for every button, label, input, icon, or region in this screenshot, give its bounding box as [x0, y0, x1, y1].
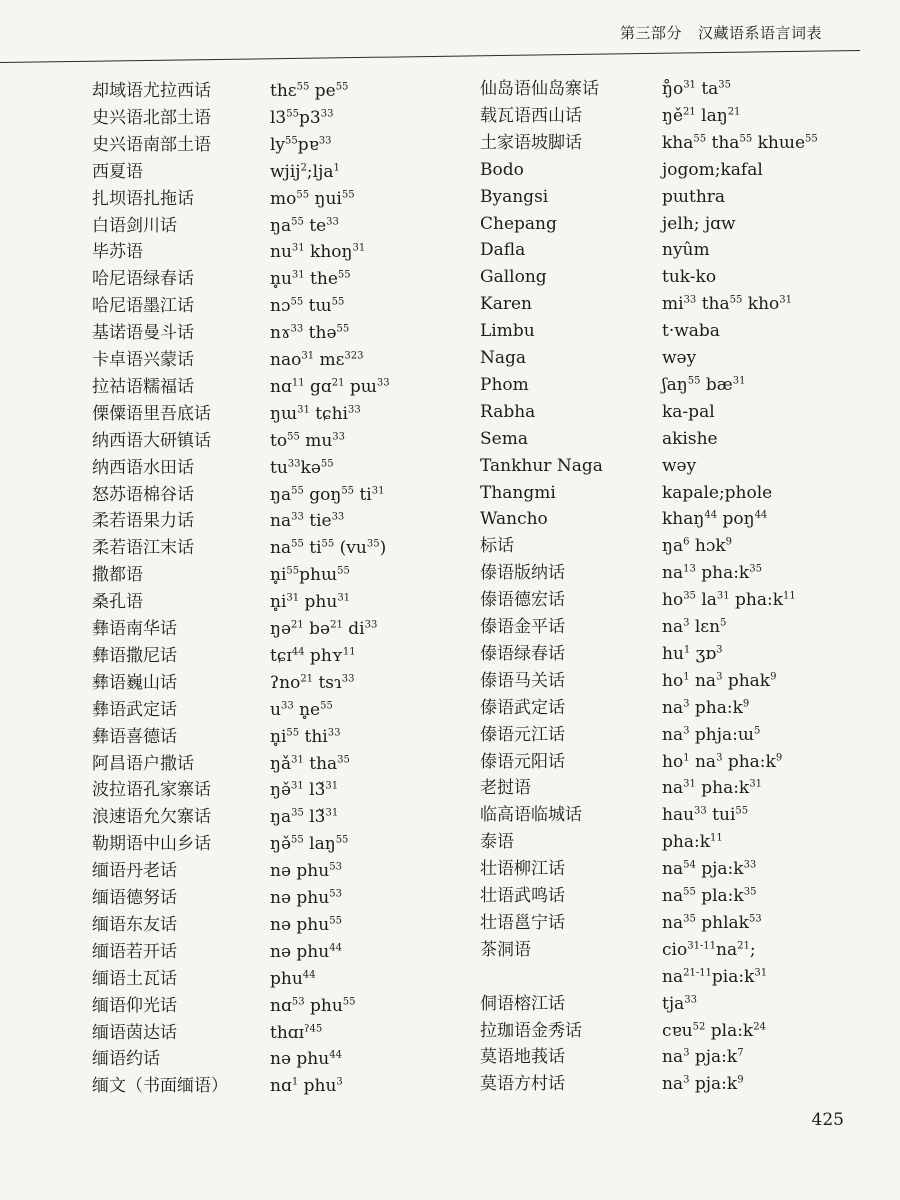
word-form: nɑ$^{53}$ phu$^{55}$ [270, 995, 356, 1016]
language-name: 缅语东友话 [92, 914, 177, 935]
language-name: 基诺语曼斗话 [92, 323, 194, 344]
language-name: 彝语撒尼话 [92, 645, 177, 666]
language-name: 傣语绿春话 [480, 643, 565, 664]
language-name: 史兴语南部土语 [92, 134, 211, 155]
word-form: $na^{35}$ phlak$^{53}$ [662, 912, 762, 933]
word-form: hau$^{33}$ tui$^{55}$ [662, 805, 749, 826]
language-name: 仙岛语仙岛寨话 [480, 79, 599, 99]
word-form: nə phu$^{44}$ [270, 1049, 342, 1070]
word-form: ŋɯ$^{31}$ tɕhi$^{33}$ [270, 403, 361, 424]
word-form: nə phu$^{53}$ [270, 861, 342, 882]
word-form: $na^{54}$ $pja:k^{33}$ [662, 859, 757, 880]
word-form: nɔ$^{55}$ tɯ$^{55}$ [270, 296, 345, 317]
word-form: $na^3$ phja:ɯ$^5$ [662, 724, 761, 745]
language-name: 彝语南华话 [92, 619, 177, 639]
language-name: 哈尼语墨江话 [92, 296, 194, 317]
word-form: cɐu$^{52}$ $pla:k^{24}$ [662, 1020, 766, 1041]
language-name: 柔若语果力话 [92, 511, 194, 532]
language-name: 傣语马关话 [480, 670, 565, 691]
language-name: 老挝语 [480, 778, 531, 799]
word-form: $n̥i^{55}$ thi$^{33}$ [270, 726, 341, 747]
language-name: 浪速语允欠寨话 [92, 807, 211, 828]
language-name: 缅语土瓦话 [92, 968, 177, 989]
language-name: 傈僳语里吾底话 [92, 403, 211, 424]
word-form: $ŋě^{21}$ laŋ$^{21}$ [662, 105, 741, 126]
running-header [620, 22, 822, 43]
header-part: 第三部分 [619, 24, 682, 42]
language-name: 傣语金平话 [480, 617, 565, 637]
word-form: t·waba [662, 321, 720, 342]
language-name: 卡卓语兴蒙话 [92, 350, 194, 370]
language-name: 勒期语中山乡话 [92, 834, 211, 855]
language-name: 彝语武定话 [92, 699, 177, 720]
word-form: thɛ$^{55}$ $pe^{55}$ [270, 81, 349, 101]
language-name: 缅语若开话 [92, 941, 177, 962]
language-name: 壮语武鸣话 [480, 886, 565, 906]
word-form: $ŋǎ^{31}$ tha$^{35}$ [270, 753, 350, 774]
word-form: $mi^{33}$ tha$^{55}$ kho$^{31}$ [662, 294, 792, 315]
language-name: 西夏语 [92, 161, 143, 182]
word-form: tuk-ko [662, 267, 717, 288]
language-name: 莫语方村话 [480, 1074, 565, 1095]
word-form: $na^{31}$ $pha:k^{31}$ [662, 778, 762, 799]
language-name: Dafla [480, 240, 526, 261]
language-name: 拉祜语糯福话 [92, 376, 194, 397]
language-name: Limbu [480, 321, 535, 342]
language-name: 拉珈语金秀话 [480, 1020, 582, 1041]
word-form: $mo^{55}$ ŋui$^{55}$ [270, 188, 355, 209]
language-name: 扎坝语扎拖话 [92, 188, 194, 209]
word-form: ʃaŋ$^{55}$ $bæ^{31}$ [662, 374, 746, 395]
language-name: 纳西语大研镇话 [92, 430, 211, 451]
language-name: 缅语茵达话 [92, 1022, 177, 1043]
word-form: phu$^{44}$ [270, 968, 316, 989]
language-name: 哈尼语绿春话 [92, 269, 194, 290]
language-name: 傣语武定话 [480, 697, 565, 718]
word-form: nə phu$^{53}$ [270, 888, 342, 908]
language-name: 撒都语 [92, 565, 143, 586]
language-name: 缅文（书面缅语） [92, 1076, 228, 1097]
language-name: 傣语元江话 [480, 724, 565, 745]
word-form: $n̥i^{55}phɯ^{55}$ [270, 565, 350, 586]
word-form: $hu^1$ ʒɒ$^3$ [662, 643, 723, 664]
word-form: tja$^{33}$ [662, 993, 697, 1014]
language-name: Karen [480, 294, 532, 315]
word-form: nɑ$^{11}$ gɑ$^{21}$ pɯ$^{33}$ [270, 376, 390, 397]
word-form: $to^{55}$ $mu^{33}$ [270, 430, 346, 451]
word-form: $na^{13}$ $pha:k^{35}$ [662, 563, 762, 584]
language-name: 彝语巍山话 [92, 672, 177, 693]
word-form: akishe [662, 428, 718, 449]
word-form: $n̥u^{31}$ the$^{55}$ [270, 269, 351, 290]
language-name: 傣语元阳话 [480, 751, 565, 772]
language-name: Tankhur Naga [480, 455, 603, 476]
language-name: 史兴语北部土语 [92, 107, 211, 128]
word-form: jelh; jɑw [662, 213, 736, 234]
language-name: 莫语地莪话 [480, 1047, 565, 1068]
word-form: $ho^{35}$ $la^{31}$ $pha:k^{11}$ [662, 590, 796, 611]
word-form: khaŋ$^{44}$ poŋ$^{44}$ [662, 509, 768, 530]
language-name: 白语剑川话 [92, 215, 177, 236]
word-form: jogom;kafal [662, 159, 763, 180]
language-name: 怒苏语棉谷话 [92, 484, 194, 505]
language-name: 标话 [480, 536, 514, 557]
language-name: 阿昌语户撒话 [92, 753, 194, 774]
language-name: Phom [480, 374, 529, 395]
language-name: 柔若语江末话 [92, 538, 194, 559]
language-name: 缅语仰光话 [92, 995, 177, 1016]
word-form: wəy [662, 455, 697, 476]
word-form: $ho^1$ $na^3$ $pha:k^9$ [662, 751, 783, 772]
language-name: 毕苏语 [92, 242, 143, 263]
word-form: nɤ$^{33}$ thə$^{55}$ [270, 323, 350, 344]
word-form: $n̥i^{31}$ phu$^{31}$ [270, 592, 351, 613]
language-name: 傣语德宏话 [480, 590, 565, 611]
language-name: 泰语 [480, 832, 514, 853]
word-form: wjij$^2$;lja$^1$ [270, 161, 340, 182]
language-name: 却域语尤拉西话 [92, 81, 211, 101]
header-rule [0, 50, 860, 63]
page-number: 425 [811, 1110, 844, 1130]
language-name: Bodo [480, 159, 524, 180]
word-form: $na^3$ lɛn$^5$ [662, 617, 727, 637]
language-name: 临高语临城话 [480, 805, 582, 826]
word-form: nə phu$^{44}$ [270, 941, 342, 962]
word-form: $na^{55}$ $ti^{55}$ $(vu^{35})$ [270, 538, 387, 559]
word-form: nyûm [662, 240, 710, 261]
word-form: $na^{33}$ tie$^{33}$ [270, 511, 345, 532]
word-form: ŋə̌$^{31}$ l3̌$^{31}$ [270, 780, 339, 801]
word-form: $na^{21-11}pia:k^{31}$ [662, 966, 768, 987]
language-name: Rabha [480, 401, 536, 422]
header-title: 汉藏语系语言词表 [697, 24, 822, 42]
word-form: $l3^{55}p3^{33}$ [270, 107, 334, 128]
word-form: kha$^{55}$ tha$^{55}$ khɯe$^{55}$ [662, 132, 818, 153]
language-name: 土家语坡脚话 [480, 132, 582, 153]
word-form: $ŋa^6$ hɔk$^9$ [662, 536, 733, 557]
language-name: Gallong [480, 267, 547, 288]
language-name: 壮语邕宁话 [480, 912, 565, 933]
word-form: $na^3$ $pha:k^9$ [662, 697, 750, 718]
language-name: 缅语德努话 [92, 888, 177, 908]
language-name: Thangmi [480, 482, 556, 503]
word-form: pɯthra [662, 186, 726, 207]
language-name: 壮语柳江话 [480, 859, 565, 880]
language-name: Wancho [480, 509, 548, 530]
word-form: $na^3$ $pja:k^9$ [662, 1074, 744, 1095]
word-form: $ly^{55}pɐ^{33}$ [270, 134, 332, 155]
word-form: $na^{55}$ $pla:k^{35}$ [662, 886, 757, 906]
word-form: $ŋa^{55}$ goŋ$^{55}$ $ti^{31}$ [270, 484, 385, 505]
word-form: $u^{33}$ $n̥e^{55}$ [270, 699, 333, 720]
word-form: nao$^{31}$ mɛ$^{323}$ [270, 350, 364, 370]
word-form: ka-pal [662, 401, 715, 422]
language-name: 傣语版纳话 [480, 563, 565, 584]
word-form: ʔno$^{21}$ tsɿ$^{33}$ [270, 672, 355, 693]
word-form: $ho^1$ $na^3$ phak$^9$ [662, 670, 777, 691]
word-form: $nu^{31}$ khoŋ$^{31}$ [270, 242, 366, 263]
word-form: nɑ$^1$ phu$^3$ [270, 1076, 343, 1097]
language-name: 缅语约话 [92, 1049, 160, 1070]
word-form: nə phu$^{55}$ [270, 914, 342, 935]
word-form: $ŋa^{35}$ l3̌$^{31}$ [270, 807, 339, 828]
language-name: 彝语喜德话 [92, 726, 177, 747]
language-name: 缅语丹老话 [92, 861, 177, 882]
word-form: $tu^{33}kə^{55}$ [270, 457, 334, 478]
word-form: $ŋ̊o^{31}$ $ta^{35}$ [662, 79, 732, 99]
language-name: 纳西语水田话 [92, 457, 194, 478]
word-form: ŋə$^{21}$ bə$^{21}$ $di^{33}$ [270, 619, 378, 639]
word-form: ŋə̌$^{55}$ laŋ$^{55}$ [270, 834, 349, 855]
language-name: Naga [480, 348, 527, 368]
word-form: $na^3$ $pja:k^7$ [662, 1047, 744, 1068]
language-name: 茶洞语 [480, 939, 531, 960]
language-name: 桑孔语 [92, 592, 143, 613]
word-form: kapale;phole [662, 482, 773, 503]
word-form: thɑɪ$^{ʔ45}$ [270, 1022, 323, 1043]
word-form: $ŋa^{55}$ $te^{33}$ [270, 215, 339, 236]
word-form: $pha:k^{11}$ [662, 832, 723, 853]
language-name: Sema [480, 428, 528, 449]
language-name: Chepang [480, 213, 557, 234]
word-form: wəy [662, 348, 697, 368]
language-name: 载瓦语西山话 [480, 105, 582, 126]
language-name: 侗语榕江话 [480, 993, 565, 1014]
language-name: 波拉语孔家寨话 [92, 780, 211, 801]
language-name: Byangsi [480, 186, 549, 207]
word-form: $cio^{31-11}na^{21}$; [662, 939, 756, 960]
word-form: tɕɪ$^{44}$ phʏ$^{11}$ [270, 645, 356, 666]
